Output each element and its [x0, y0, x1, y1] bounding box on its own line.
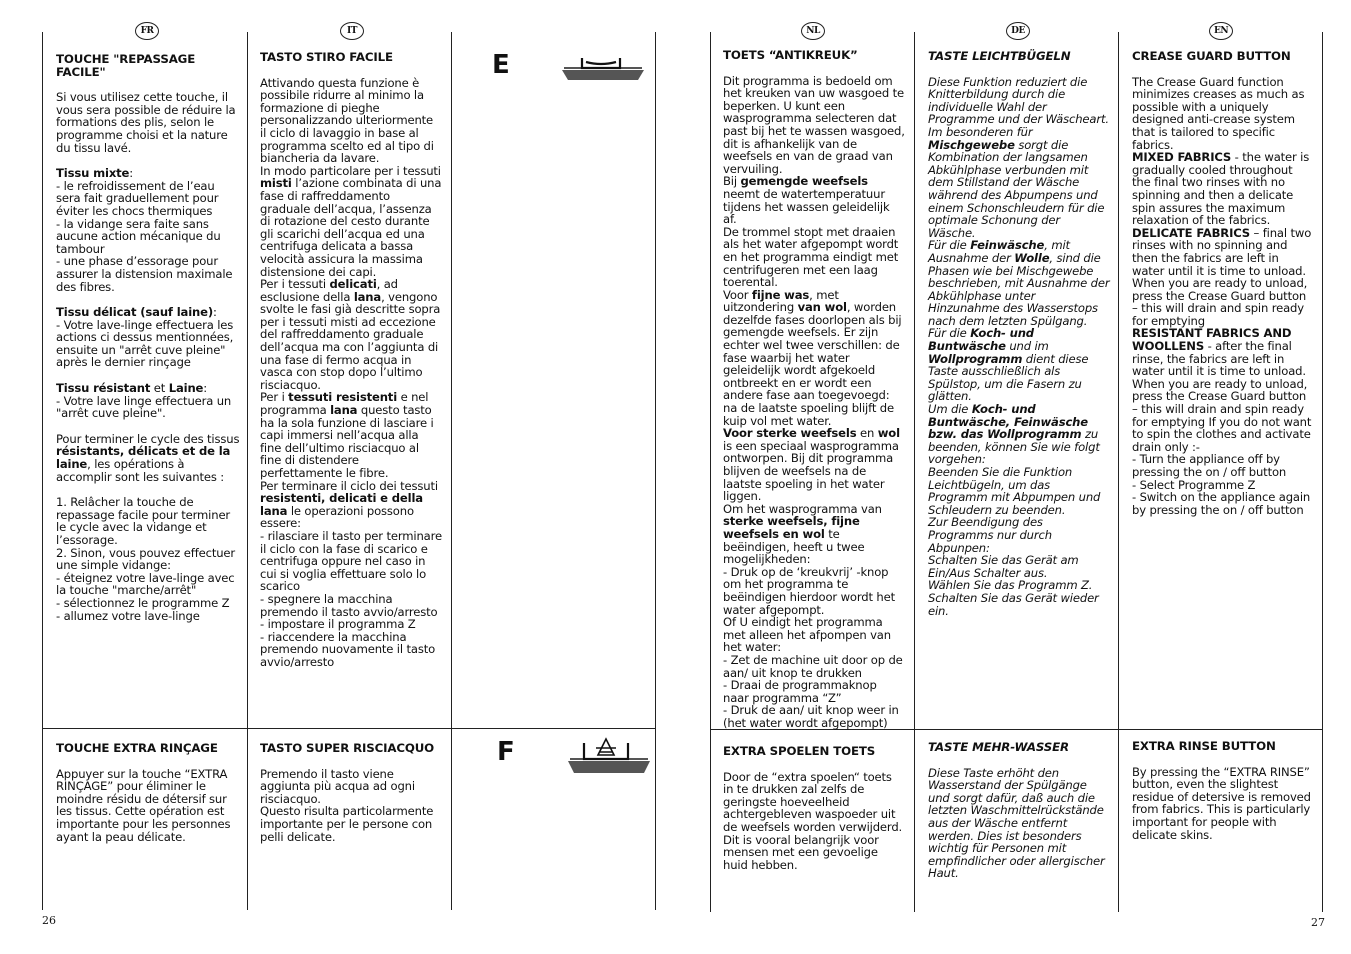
text: dient diese Taste ausschließlich als Spülstop, um die Fasern zu glätten. Um die: [928, 351, 1089, 417]
bold-term: fijne was: [751, 287, 810, 302]
text: Dit programma is bedoeld om het kreuken van uw wasgoed te beperken. U kunt een wasprogramma selecteren dat past bij het te wassen wasgoed, dit is afhankelijk van de weefsels en van de graad van vervuiling. Bij: [723, 73, 905, 189]
text: Attivando questa funzione è possibile ridurre al minimo la formazione di pieghe personalizzando ulteriormente il ciclo di lavaggio in base al programma scelto ed al tipo di biancheria da lavare. In modo particolare per i tessuti: [260, 75, 441, 178]
page-number-left: 26: [42, 914, 56, 927]
bold-term: Feinwäsche: [970, 238, 1045, 253]
lang-badge-it: IT: [340, 22, 364, 40]
divider: [655, 32, 656, 910]
paragraph: Door de “extra spoelen“ toets in te drukken zal zelfs de geringste hoeveelheid achtergebleven waspoeder uit de weefsels worden verwijderd. Dit is vooral belangrijk voor mensen met een gevoelige huid hebben.: [723, 769, 903, 872]
de-crease-section: [928, 50, 1110, 617]
text: Pour terminer le cycle des tissus: [56, 431, 240, 446]
text: neemt de watertemperatuur tijdens het wassen geleidelijk af. De trommel stopt met draaien als het water afgepompt wordt en het programma eindigt met centrifugeren met een laag toerental. Voor: [723, 186, 899, 302]
text: , met uitzondering: [723, 287, 839, 315]
text: und im: [1005, 339, 1049, 354]
paragraph: [56, 167, 242, 293]
divider: [1322, 32, 1323, 912]
bold-term: resistenti, delicati e della lana: [260, 491, 423, 518]
it-extra-rinse-section: [260, 742, 444, 843]
bold-term: Laine: [168, 381, 204, 396]
paragraph: [723, 75, 905, 730]
text: is een speciaal wasprogramma ontworpen. Bij dit programma blijven de weefsels na de laatste spoeling in het water liggen. Om het wasprogramma van: [723, 438, 899, 516]
bold-term: misti: [260, 176, 292, 191]
section-title: TASTO STIRO FACILE: [260, 50, 393, 64]
bold-term: DELICATE FABRICS: [1132, 225, 1251, 240]
page-number-right: 27: [1311, 916, 1325, 929]
bold-term: Voor sterke weefsels: [723, 426, 857, 441]
text: sorgt die Kombination der langsamen Abkühlphase verbunden mit dem Stillstand der Wäsche während des Abpumpens und einem Schonschleudern für die optimale Schonung der Wäsche. Für die: [928, 137, 1105, 253]
text: et: [150, 381, 169, 396]
section-title: EXTRA SPOELEN TOETS: [723, 744, 876, 758]
section-title: TASTE MEHR-WASSER: [928, 740, 1069, 754]
text: , ad esclusione della: [260, 277, 398, 304]
nl-extra-rinse-section: [723, 745, 905, 871]
text: , sind die Phasen wie bei Mischgewebe beschrieben, mit Ausnahme der Abkühlphase unter Hinzunahme des Wasserstops nach dem letzten Spülgang. Für die: [928, 250, 1110, 341]
it-crease-section: [260, 51, 442, 669]
crease-guard-tub-icon: [560, 52, 646, 82]
bold-term: van wol: [797, 300, 847, 315]
text: Diese Funktion reduziert die Knitterbildung durch die individuelle Wahl der Programme und der Wäscheart. Im besonderen für: [928, 74, 1109, 139]
text: e nel programma: [260, 390, 429, 418]
nl-crease-section: [723, 49, 905, 729]
text: , mit Ausnahme der: [928, 238, 1070, 265]
lang-badge-de: DE: [1006, 22, 1030, 40]
paragraph: [1132, 76, 1314, 517]
bold-term: résistants, délicats et de la laine: [56, 444, 231, 472]
paragraph: [260, 77, 442, 669]
section-title: TOUCHE EXTRA RINÇAGE: [56, 741, 218, 755]
bold-term: Tissu délicat (sauf laine): [56, 305, 214, 320]
bold-term: gemengde weefsels: [740, 174, 868, 189]
bold-term: Koch- und Buntwäsche: [928, 326, 1034, 354]
section-title: EXTRA RINSE BUTTON: [1132, 739, 1276, 753]
section-title: TOUCHE "REPASSAGE FACILE": [56, 52, 196, 79]
paragraph: [56, 433, 242, 483]
en-crease-section: [1132, 50, 1314, 516]
fr-extra-rinse-section: [56, 742, 242, 843]
text: - after the final rinse, the fabrics are left in water until it is time to unload. When you are ready to unload, press the Crease Guard button – this will drain and spin ready for emptying If you do not want to spin the clothes and activate drain only :- - Turn the appliance off by pressing the on / off button - Select Programme Z - Switch on the appliance again by pressing the on / off button: [1132, 339, 1312, 517]
paragraph: By pressing the “EXTRA RINSE” button, even the slightest residue of detersive is removed from fabrics. This is particularly important for people with delicate skins.: [1132, 764, 1311, 842]
fr-crease-section: [56, 53, 242, 622]
section-title: TOETS “ANTIKREUK”: [723, 48, 858, 62]
text: te beëindigen, heeft u twee mogelijkheden: - Druk op de ‘kreukvrij’ -knop om het programma te beëindigen hierdoor wordt het water afgepompt. Of U eindigt het programma met alleen het afpompen van het water: - Zet de machine uit door op de aan/ uit knop te drukken - Draai de programmaknop naar programma “Z” - Druk de aan/ uit knop weer in (het water wordt afgepompt): [723, 526, 903, 730]
de-extra-rinse-section: [928, 741, 1110, 880]
divider: [247, 32, 248, 910]
bold-term: wol: [877, 426, 900, 441]
text: – final two rinses with no spinning and then the fabrics are left in water until it is time to unload. When you are ready to unload, press the Crease Guard button – this will drain and spin ready for emptying: [1132, 225, 1312, 328]
bold-term: delicati: [329, 277, 377, 292]
section-title: CREASE GUARD BUTTON: [1132, 49, 1291, 63]
paragraph: [56, 306, 242, 369]
section-letter-f: F: [497, 737, 515, 767]
bold-term: tessuti resistenti: [288, 390, 398, 405]
paragraph: Appuyer sur la touche “EXTRA RINÇAGE” pour éliminer le moindre résidu de détersif sur les tissus. Cette opération est importante pour les personnes ayant la peau délicate.: [56, 766, 231, 844]
text: - the water is gradually cooled throughout the final two rinses with no spinning and then a delicate spin assures the maximum relaxation of the fabrics.: [1132, 150, 1310, 228]
lang-badge-en: EN: [1209, 22, 1233, 40]
extra-rinse-tub-icon: [566, 735, 652, 775]
text: zu beenden, können Sie wie folgt vorgehen: Beenden Sie die Funktion Leichtbügeln, um das Programm mit Abpumpen und Schleudern zu beenden. Zur Beendigung des Programms nur durch Abpunpen: Schalten Sie das Gerät am Ein/Aus Schalter aus. Wählen Sie das Programm Z. Schalten Sie das Gerät wieder ein.: [928, 427, 1101, 618]
divider: [914, 32, 915, 912]
section-letter-e: E: [492, 50, 510, 80]
text: l’azione combinata di una fase di raffreddamento graduale dell’acqua, l’assenza di rotazione del cesto durante gli scarichi dell’acqua ed una centrifuga delicata a bassa velocità assicura la massima distensione dei capi. Per i tessuti: [260, 176, 442, 292]
text: : - le refroidissement de l’eau sera fait graduellement pour éviter les chocs thermiques - la vidange sera faite sans aucune action mécanique du tambour - une phase d’essorage pour assurer la distension maximale des fibres.: [56, 166, 233, 294]
text: , les opérations à accomplir sont les suivantes :: [56, 457, 225, 484]
en-extra-rinse-section: [1132, 740, 1314, 841]
section-title: TASTO SUPER RISCIACQUO: [260, 741, 435, 755]
divider: [1118, 32, 1119, 912]
text: , vengono svolte le fasi già descritte sopra per i tessuti misti ad eccezione del raffreddamento graduale dell’acqua ma con l’aggiunta di una fase di fermo acqua in vasca con stop dopo l’ultimo risciacquo. Per i: [260, 289, 441, 405]
section-title: TASTE LEICHTBÜGELN: [928, 49, 1071, 63]
text: , worden dezelfde fases doorlopen als bij gemengde weefsels. Er zijn echter wel twee verschillen: de fase waarbij het water geleidelijk wordt afgekoeld ontbreekt en er wordt een andere fase aan toegevoegd: na de laatste spoeling blijft de kuip vol met water.: [723, 300, 902, 428]
text: The Crease Guard function minimizes creases as much as possible with a uniquely designed anti-crease system that is tailored to specific fabrics.: [1132, 74, 1305, 152]
paragraph: [56, 382, 242, 420]
paragraph: Diese Taste erhöht den Wasserstand der Spülgänge und sorgt dafür, daß auch die letzten Waschmittelrückstände aus der Wäsche entfernt werden. Dies ist besonders wichtig für Personen mit empfindlicher oder allergischer Haut.: [928, 765, 1105, 881]
bold-term: MIXED FABRICS: [1132, 150, 1232, 165]
divider: [42, 32, 43, 910]
lang-badge-nl: NL: [801, 22, 825, 40]
text: le operazioni possono essere: - rilasciare il tasto per terminare il ciclo con la fase di scarico e centrifuga oppure nel caso in cui si voglia effettuare solo lo scarico - spegnere la macchina premendo il tasto avvio/arresto - impostare il programma Z - riaccendere la macchina premendo nuovamente il tasto avvio/arresto: [260, 503, 442, 669]
bold-term: sterke weefsels, fijne weefsels en wol: [723, 514, 860, 541]
bold-term: Tissu mixte: [56, 166, 130, 181]
text: : - Votre lave linge effectuera un "arrêt cuve pleine".: [56, 381, 232, 421]
bold-term: lana: [353, 289, 382, 304]
divider: [451, 32, 452, 910]
bold-term: Tissu résistant: [56, 381, 151, 396]
bold-term: Wolle: [1014, 250, 1050, 265]
text: questo tasto ha la sola funzione di lasciare i capi immersi nell’acqua alla fine dell’ultimo risciacquo al fine di distendere perfettamente le fibre. Per terminare il ciclo dei tessuti: [260, 403, 438, 493]
paragraph: 1. Relâcher la touche de repassage facile pour terminer le cycle avec la vidange et l’essorage. 2. Sinon, vous pouvez effectuer une simple vidange: - éteignez votre lave-linge avec la touche "marche/arrêt" - sélectionnez le programme Z - allumez votre lave-linge: [56, 495, 236, 623]
paragraph: Premendo il tasto viene aggiunta più acqua ad ogni risciacquo. Questo risulta particolarmente importante per le persone con pelli delicate.: [260, 766, 434, 844]
text: en: [856, 426, 878, 441]
paragraph: [928, 76, 1110, 618]
bold-term: Wollprogramm: [928, 351, 1023, 366]
divider: [42, 728, 656, 729]
divider: [710, 32, 711, 912]
bold-term: RESISTANT FABRICS AND WOOLLENS: [1132, 326, 1292, 354]
bold-term: lana: [330, 403, 358, 418]
lang-badge-fr: FR: [135, 22, 159, 40]
bold-term: Mischgewebe: [928, 137, 1015, 152]
text: : - Votre lave-linge effectuera les actions ci dessus mentionnées, ensuite un "arrêt cuve pleine" après le dernier rinçage: [56, 305, 234, 370]
bold-term: Koch- und Buntwäsche, Feinwäsche bzw. das Wollprogramm: [928, 402, 1088, 442]
paragraph: Si vous utilisez cette touche, il vous sera possible de réduire la formations des plis, selon le programme choisi et la nature du tissu lavé.: [56, 90, 236, 155]
